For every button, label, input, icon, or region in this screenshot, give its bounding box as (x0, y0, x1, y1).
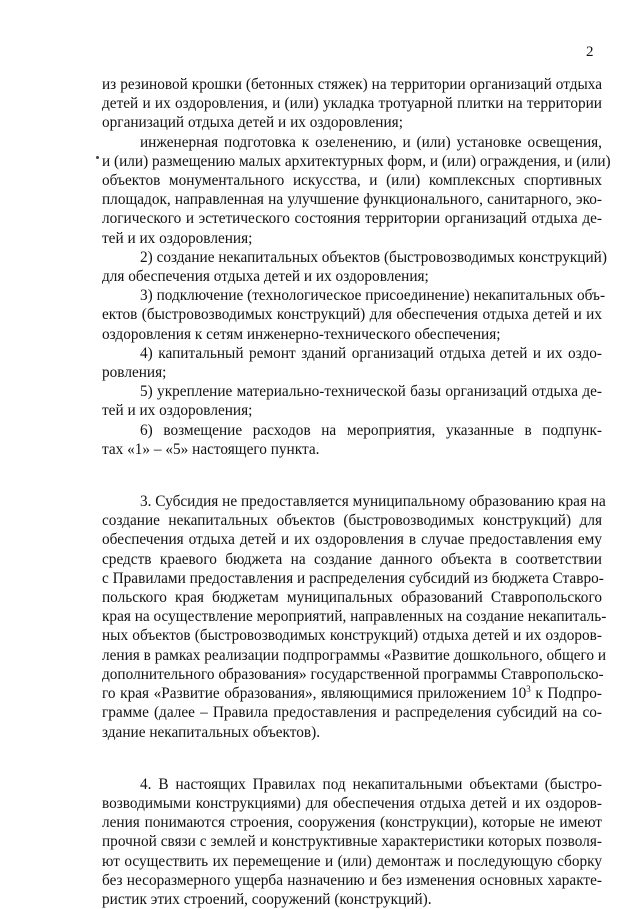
text-line-with-superscript (102, 684, 602, 703)
text-line: ристик этих строений, сооружений (конструкций). (102, 890, 432, 908)
text-line: ют осуществить их перемещение и (или) демонтаж и последующую сборку (102, 852, 602, 870)
text-line: тах «1» – «5» настоящего пункта. (102, 440, 320, 458)
text-line: оздоровления к сетям инженерно-технического обеспечения; (102, 325, 501, 343)
list-item-6 (102, 421, 602, 459)
list-item-3 (102, 286, 606, 344)
text-line: создание некапитальных объектов (быстровозводимых конструкций) для (102, 512, 602, 530)
text-line: детей и их оздоровления, и (или) укладка тротуарной плитки на территории (102, 95, 602, 113)
text-line: польского края бюджетам муниципальных образований Ставропольского (102, 589, 602, 607)
text-line: логического и эстетического состояния территории организаций отдыха де- (102, 210, 602, 228)
text-line: возводимыми конструкциями) для обеспечения отдыха детей и их оздоров- (102, 794, 602, 812)
text-fragment: к Подпро- (530, 685, 602, 703)
text-line: ления понимаются строения, сооружения (конструкции), которые не имеют (102, 814, 602, 832)
scan-speck (96, 156, 99, 159)
text-line: 6) возмещение расходов на мероприятия, указанные в подпунк- (140, 421, 602, 439)
section-4 (102, 775, 602, 909)
text-line: 3) подключение (технологическое присоединение) некапитальных объ- (140, 287, 606, 305)
text-line: для обеспечения отдыха детей и их оздоровления; (102, 268, 429, 286)
text-line: с Правилами предоставления и распределения субсидий из бюджета Ставро- (102, 569, 604, 587)
paragraph-gap (102, 478, 602, 492)
text-line: инженерная подготовка к озеленению, и (или) установке освещения, (140, 133, 602, 151)
list-item-4 (102, 344, 602, 382)
text-line: грамме (далее – Правила предоставления и распределения субсидий на со- (102, 704, 602, 722)
paragraph-gap (102, 742, 602, 761)
text-line: объектов монументального искусства, и (или) комплексных спортивных (102, 172, 602, 190)
text-line: и (или) размещению малых архитектурных форм, и (или) ограждения, и (или) (102, 152, 611, 170)
text-line: ровления; (102, 364, 167, 382)
text-line: средств краевого бюджета на создание данного объекта в соответствии (102, 550, 602, 568)
paragraph-rubber-crumb (102, 75, 602, 133)
text-line: ных объектов (быстровозводимых конструкций) отдыха детей и их оздоров- (102, 627, 602, 645)
paragraph-gap (102, 459, 602, 478)
list-item-2 (102, 248, 607, 286)
text-line: здание некапитальных объектов). (102, 723, 321, 741)
section-3 (102, 492, 607, 742)
paragraph-gap (102, 761, 602, 775)
text-line: 4. В настоящих Правилах под некапитальными объектами (быстро- (140, 775, 602, 793)
text-line: ления в рамках реализации подпрограммы «Развитие дошкольного, общего и (102, 646, 607, 664)
page-number: 2 (586, 44, 594, 60)
text-line: края на осуществление мероприятий, направленных на создание некапиталь- (102, 608, 607, 626)
text-line: прочной связи с землей и конструктивные характеристики которых позволя- (102, 833, 602, 851)
text-line: 2) создание некапитальных объектов (быстровозводимых конструкций) (140, 248, 607, 266)
text-line: 5) укрепление материально-технической базы организаций отдыха де- (140, 383, 602, 401)
text-line: тей и их оздоровления; (102, 229, 253, 247)
text-line: 3. Субсидия не предоставляется муниципальному образованию края на (140, 493, 606, 511)
superscript: 3 (526, 684, 531, 694)
text-line: из резиновой крошки (бетонных стяжек) на территории организаций отдыха (102, 76, 602, 93)
text-line: ектов (быстровозводимых конструкций) для обеспечения отдыха детей и их (102, 306, 602, 324)
text-fragment: го края «Развитие образования», являющимися приложением 10 (102, 685, 527, 703)
document-body (102, 75, 611, 909)
text-line: тей и их оздоровления; (102, 402, 253, 420)
list-item-5 (102, 382, 602, 420)
text-line: организаций отдыха детей и их оздоровления; (102, 114, 403, 132)
text-line: обеспечения отдыха детей и их оздоровления в случае предоставления ему (102, 531, 602, 549)
text-line: площадок, направленная на улучшение функционального, санитарного, эко- (102, 191, 602, 209)
text-line: 4) капитальный ремонт зданий организаций отдыха детей и их оздо- (140, 344, 602, 362)
text-line: дополнительного образования» государственной программы Ставропольско- (102, 665, 604, 683)
text-line: без несоразмерного ущерба назначению и без изменения основных характе- (102, 871, 602, 889)
paragraph-engineering-prep (102, 133, 611, 248)
